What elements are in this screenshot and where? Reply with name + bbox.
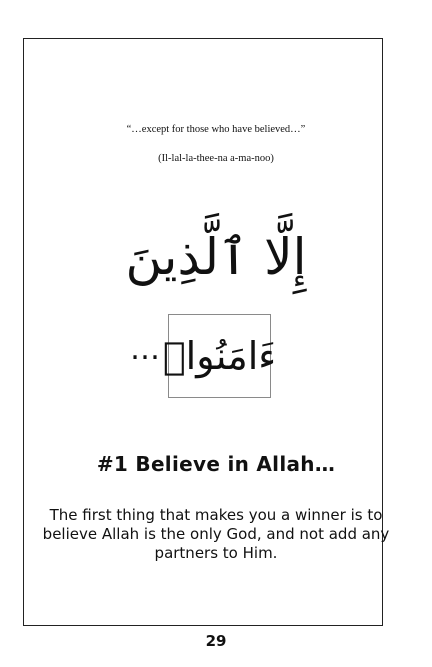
transliteration: (Il-lal-la-thee-na a-ma-noo): [158, 153, 274, 164]
arabic-verse-line: إِلَّا ٱلَّذِينَ: [125, 228, 307, 286]
arabic-ellipsis: …: [130, 332, 161, 367]
page-number: 29: [205, 632, 227, 650]
section-heading: #1 Believe in Allah…: [96, 452, 336, 476]
arabic-word: ءَامَنُواۡ: [162, 334, 277, 378]
verse-quote: “…except for those who have believed…”: [126, 124, 306, 135]
highlighted-word-box: [162, 314, 277, 398]
arabic-word-row: [0, 314, 432, 398]
body-paragraph: The first thing that makes you a winner is to believe Allah is the only God, and not add any partners to Him.: [42, 506, 390, 562]
